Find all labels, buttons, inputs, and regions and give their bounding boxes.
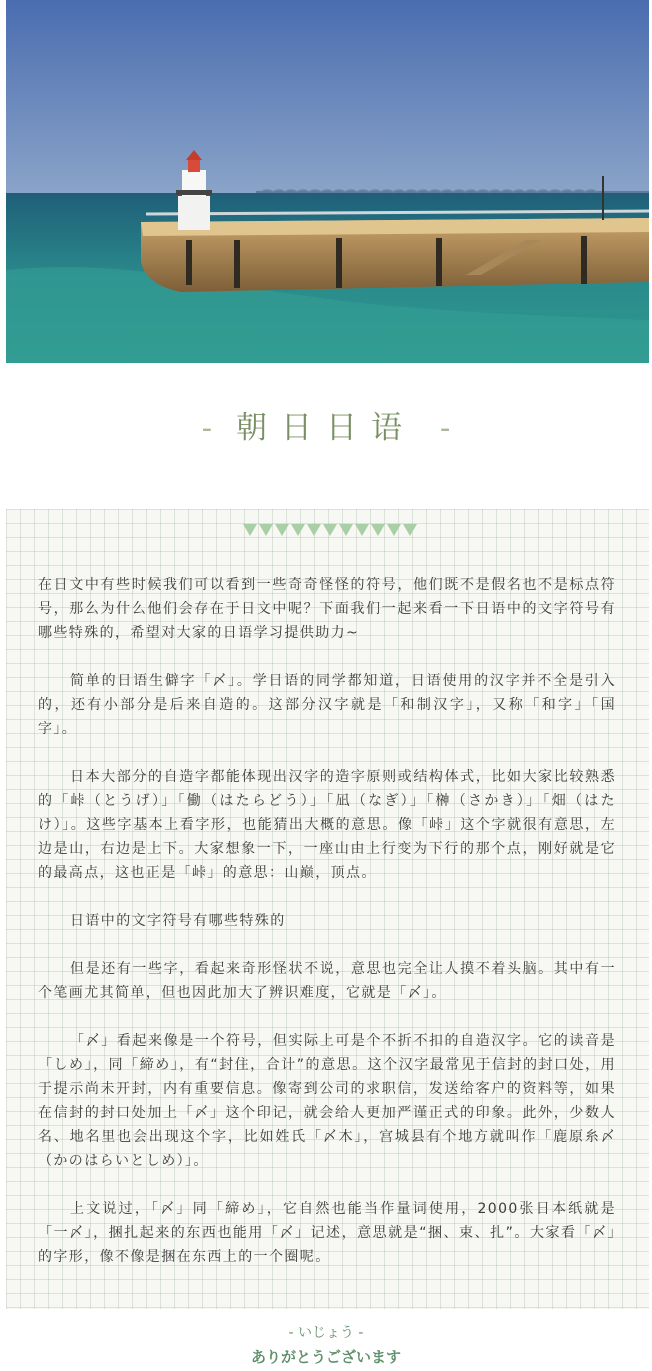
paragraph-intro: 在日文中有些时候我们可以看到一些奇奇怪怪的符号，他们既不是假名也不是标点符号，那么为什么他们会存在于日文中呢？下面我们一起来看一下日语中的文字符号有哪些特殊的，希望对大家的日语学习提供助力~ <box>38 577 616 641</box>
paragraph: 「〆」看起来像是一个符号，但实际上可是个不折不扣的自造汉字。它的读音是「しめ」，同「締め」，有“封住，合计”的意思。这个汉字最常见于信封的封口处，用于提示尚未开封，内有重要信息。像寄到公司的求职信，发送给客户的资料等，如果在信封的封口处加上「〆」这个印记，就会给人更加严谨正式的印象。此外，少数人名、地名里也会出现这个字，比如姓氏「〆木」，宫城县有个地方就叫作「鹿原糸〆（かのはらいとしめ）」。 <box>38 1033 616 1169</box>
thanks-text: ありがとうございます <box>250 1348 401 1366</box>
lighthouse-pier-photo <box>6 0 649 363</box>
paragraph: 简单的日语生僻字「〆」。学日语的同学都知道，日语使用的汉字并不全是引入的，还有小部分是后来自造的。这部分汉字就是「和制汉字」，又称「和字」「国字」。 <box>38 673 616 737</box>
brand-name: 朝日日语 <box>236 410 416 446</box>
paragraph: 上文说过，「〆」同「締め」，它自然也能当作量词使用，2000张日本纸就是「一〆」，捆扎起来的东西也能用「〆」记述，意思就是“捆、束、扎”。大家看「〆」的字形，像不像是捆在东西上的一个圈呢。 <box>38 1201 616 1265</box>
article-body <box>38 573 616 1293</box>
hero-image <box>6 0 649 363</box>
ending-mark: - いじょう - <box>288 1325 364 1341</box>
paragraph: 但是还有一些字，看起来奇形怪状不说，意思也完全让人摸不着头脑。其中有一个笔画尤其简单，但也因此加大了辨识难度，它就是「〆」。 <box>38 961 616 1001</box>
paragraph: 日本大部分的自造字都能体现出汉字的造字原则或结构体式，比如大家比较熟悉的「峠（とうげ）」「働（はたらどう）」「凪（なぎ）」「榊（さかき）」「畑（はたけ）」。这些字基本上看字形，也能猜出大概的意思。像「峠」这个字就很有意思，左边是山，右边是上下。大家想象一下，一座山由上行变为下行的那个点，刚好就是它的最高点，这也正是「峠」的意思：山巅，顶点。 <box>38 769 616 881</box>
brand-dash-right: - <box>439 410 451 446</box>
brand-dash-left: - <box>201 410 213 446</box>
brand-title <box>0 402 652 447</box>
triangle-divider-icon <box>243 524 419 536</box>
paragraph-heading: 日语中的文字符号有哪些特殊的 <box>70 913 286 929</box>
article-card <box>6 509 649 1309</box>
